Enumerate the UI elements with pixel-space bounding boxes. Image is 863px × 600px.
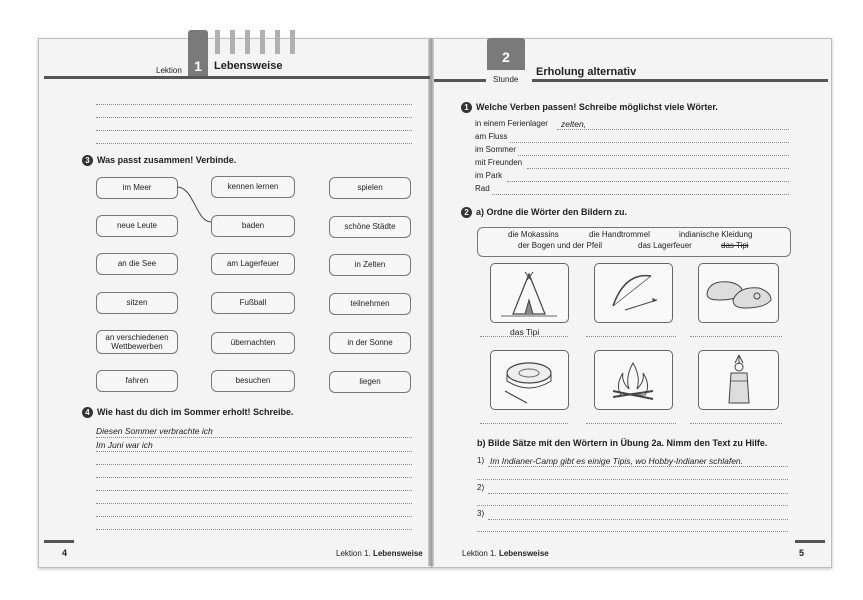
match-box-c3-5[interactable]: in der Sonne	[329, 332, 411, 354]
match-box-c1-6[interactable]: fahren	[96, 370, 178, 392]
task4-line-1: Diesen Sommer verbrachte ich	[96, 426, 213, 436]
word-bank-item: die Handtrommel	[589, 230, 650, 239]
sentence-number-1: 1)	[477, 456, 485, 465]
match-box-c2-4[interactable]: Fußball	[211, 292, 295, 314]
page-number-left: 4	[62, 548, 68, 558]
drum-icon	[491, 351, 568, 409]
lektion-label: Lektion	[156, 66, 182, 75]
task4-text: Wie hast du dich im Sommer erholt! Schreibe.	[97, 407, 294, 417]
task2b-instruction: b) Bilde Sätze mit den Wörtern in Übung 2a. Nimm den Text zu Hilfe.	[477, 438, 768, 448]
picture-tipi	[490, 263, 569, 323]
picture-bow-arrow	[594, 263, 673, 323]
task4-number: 4	[82, 407, 93, 418]
sentence-text-1: Im Indianer-Camp gibt es einige Tipis, wo Hobby-Indianer schlafen.	[490, 456, 744, 466]
lektion-number-tab: 1	[188, 30, 208, 76]
word-bank-item: das Lagerfeuer	[638, 241, 692, 250]
footer-title-right: Lebensweise	[498, 549, 549, 558]
match-box-c3-3[interactable]: in Zelten	[329, 254, 411, 276]
picture-answer-tipi: das Tipi	[510, 327, 540, 337]
page-number-right: 5	[799, 548, 805, 558]
match-box-c2-6[interactable]: besuchen	[211, 370, 295, 392]
match-box-c1-3[interactable]: an die See	[96, 253, 178, 275]
footer-text-right	[462, 549, 549, 558]
bow-arrow-icon	[595, 264, 672, 322]
task4-instruction	[82, 407, 293, 418]
footer-lektion-right: Lektion 1.	[462, 549, 497, 558]
match-box-c3-1[interactable]: spielen	[329, 177, 411, 199]
footer-lektion-left: Lektion 1.	[336, 549, 371, 558]
match-box-c2-1[interactable]: kennen lernen	[211, 176, 295, 198]
footer-title-left: Lebensweise	[372, 549, 423, 558]
match-box-c2-5[interactable]: übernachten	[211, 332, 295, 354]
word-bank-item: die Mokassins	[508, 230, 559, 239]
match-box-c3-4[interactable]: teilnehmen	[329, 293, 411, 315]
word-bank-item: der Bogen und der Pfeil	[518, 241, 603, 250]
picture-campfire	[594, 350, 673, 410]
indian-clothing-icon	[699, 351, 778, 409]
task4-line-2: Im Juni war ich	[96, 440, 153, 450]
task1-answer-1: zelten,	[561, 119, 587, 129]
task1-prompt-5: im Park	[475, 171, 503, 180]
match-box-c1-2[interactable]: neue Leute	[96, 215, 178, 237]
header-rule-right	[434, 79, 486, 82]
task1-prompt-1: in einem Ferienlager	[475, 119, 548, 128]
match-box-c3-6[interactable]: liegen	[329, 371, 411, 393]
picture-indian-clothing	[698, 350, 779, 410]
tipi-icon	[491, 264, 568, 322]
campfire-icon	[595, 351, 672, 409]
footer-text-left	[336, 549, 423, 558]
footer-rule-right	[795, 540, 825, 543]
stunde-label: Stunde	[493, 75, 519, 84]
word-bank-item: das Tipi	[721, 241, 749, 250]
header-rule-left	[44, 76, 430, 79]
task1-prompt-4: mit Freunden	[475, 158, 523, 167]
task1-text: Welche Verben passen! Schreibe möglichst viele Wörter.	[476, 102, 718, 112]
task2a-instruction	[461, 207, 627, 218]
task1-prompt-2: am Fluss	[475, 132, 508, 141]
picture-drum	[490, 350, 569, 410]
task2-number: 2	[461, 207, 472, 218]
match-box-c2-2[interactable]: baden	[211, 215, 295, 237]
book-gutter	[428, 38, 434, 566]
match-box-c1-1[interactable]: im Meer	[96, 177, 178, 199]
task3-number: 3	[82, 155, 93, 166]
moccasins-icon	[699, 264, 778, 322]
sentence-number-2: 2)	[477, 483, 485, 492]
stunde-number-tab: 2	[487, 38, 525, 70]
match-box-c1-4[interactable]: sitzen	[96, 292, 178, 314]
task1-instruction	[461, 102, 718, 113]
header-rule-right-2	[532, 79, 828, 82]
task1-number: 1	[461, 102, 472, 113]
word-bank-item: indianische Kleidung	[679, 230, 753, 239]
task1-prompt-3: im Sommer	[475, 145, 516, 154]
task3-instruction	[82, 155, 236, 166]
sentence-number-3: 3)	[477, 509, 485, 518]
match-box-c3-2[interactable]: schöne Städte	[329, 216, 411, 238]
footer-rule-left	[44, 540, 74, 543]
picture-moccasins	[698, 263, 779, 323]
match-box-c2-3[interactable]: am Lagerfeuer	[211, 253, 295, 275]
connection-line	[176, 182, 216, 228]
match-box-c1-5[interactable]: an verschiedenen Wettbewerben	[96, 330, 178, 354]
page-title-left: Lebensweise	[214, 60, 283, 72]
task3-text: Was passt zusammen! Verbinde.	[97, 155, 237, 165]
page-title-right: Erholung alternativ	[536, 66, 637, 78]
task1-prompt-6: Rad	[475, 184, 490, 193]
task2a-text: a) Ordne die Wörter den Bildern zu.	[476, 207, 628, 217]
